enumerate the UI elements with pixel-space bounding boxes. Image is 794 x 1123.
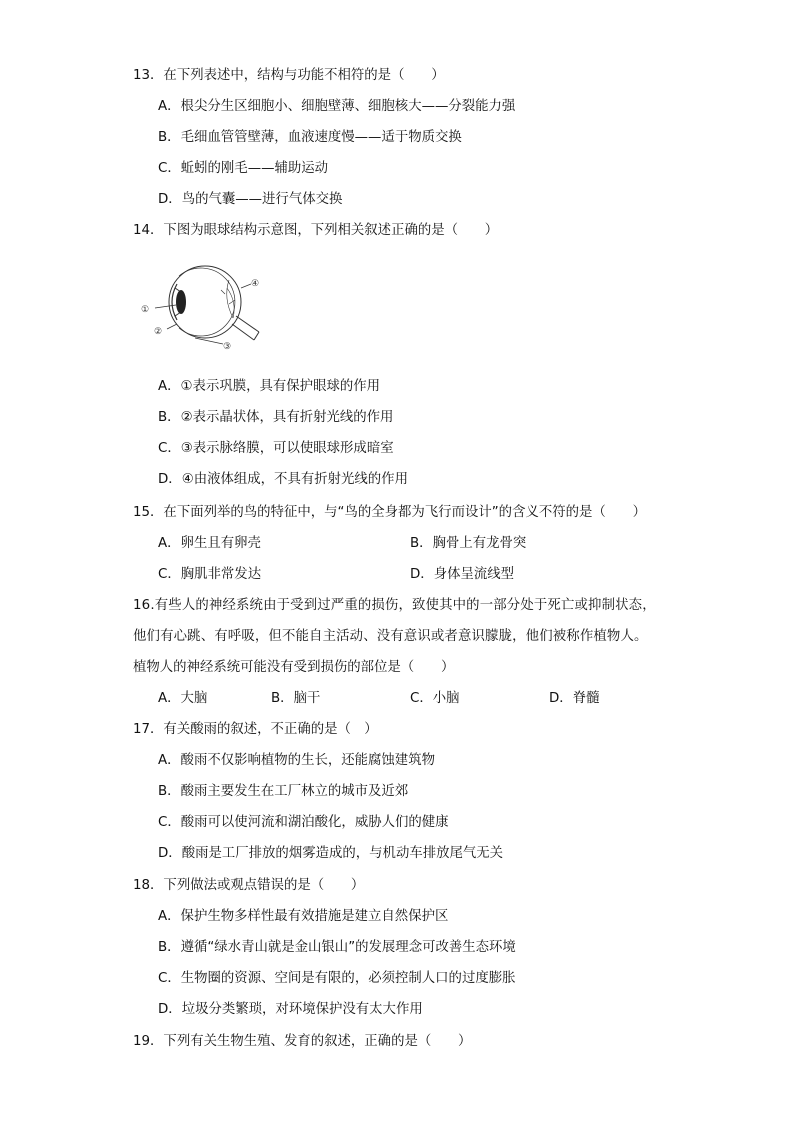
label-2: ② [154, 327, 163, 337]
q15-option-d: D．身体呈流线型 [410, 567, 515, 582]
q14-option-b: B．②表示晶状体，具有折射光线的作用 [158, 410, 394, 425]
q16-line-2: 他们有心跳、有呼吸，但不能自主活动、没有意识或者意识朦胧，他们被称作植物人。 [133, 629, 648, 644]
q13-option-a: A．根尖分生区细胞小、细胞壁薄、细胞核大——分裂能力强 [158, 99, 516, 114]
label-4: ④ [251, 279, 260, 289]
q16-line-3: 植物人的神经系统可能没有受到损伤的部位是（ ） [133, 660, 455, 675]
label-1: ① [141, 305, 150, 315]
q13-option-b: B．毛细血管管壁薄，血液速度慢——适于物质交换 [158, 130, 462, 145]
q17-stem: 17．有关酸雨的叙述，不正确的是（ ） [133, 722, 378, 737]
q15-stem: 15．在下面列举的鸟的特征中，与“鸟的全身都为飞行而设计”的含义不符的是（ ） [133, 505, 646, 520]
q14-option-a: A．①表示巩膜，具有保护眼球的作用 [158, 379, 381, 394]
q15-option-a: A．卵生且有卵壳 [158, 536, 261, 551]
q17-option-c: C．酸雨可以使河流和湖泊酸化，威胁人们的健康 [158, 815, 449, 830]
q15-option-c: C．胸肌非常发达 [158, 567, 262, 582]
q14-option-d: D．④由液体组成，不具有折射光线的作用 [158, 472, 408, 487]
q15-option-b: B．胸骨上有龙骨突 [410, 536, 527, 551]
q16-option-c: C．小脑 [410, 691, 460, 706]
q16-option-b: B．脑干 [271, 691, 321, 706]
q18-stem: 18．下列做法或观点错误的是（ ） [133, 878, 365, 893]
q16-option-a: A．大脑 [158, 691, 208, 706]
q17-option-b: B．酸雨主要发生在工厂林立的城市及近郊 [158, 784, 409, 799]
q18-option-b: B．遵循“绿水青山就是金山银山”的发展理念可改善生态环境 [158, 940, 516, 955]
q17-option-a: A．酸雨不仅影响植物的生长，还能腐蚀建筑物 [158, 753, 435, 768]
label-3: ③ [223, 342, 232, 352]
q17-option-d: D．酸雨是工厂排放的烟雾造成的，与机动车排放尾气无关 [158, 846, 504, 861]
q18-option-a: A．保护生物多样性最有效措施是建立自然保护区 [158, 909, 449, 924]
q16-line-1: 16.有些人的神经系统由于受到过严重的损伤，致使其中的一部分处于死亡或抑制状态， [133, 598, 656, 613]
q19-stem: 19．下列有关生物生殖、发育的叙述，正确的是（ ） [133, 1034, 472, 1049]
eye-structure-diagram [137, 258, 267, 354]
q16-option-d: D．脊髓 [549, 691, 600, 706]
q18-option-c: C．生物圈的资源、空间是有限的，必须控制人口的过度膨胀 [158, 971, 516, 986]
q13-option-c: C．蚯蚓的刚毛——辅助运动 [158, 161, 329, 176]
q14-option-c: C．③表示脉络膜，可以使眼球形成暗室 [158, 441, 394, 456]
q18-option-d: D．垃圾分类繁琐，对环境保护没有太大作用 [158, 1002, 423, 1017]
q13-option-d: D．鸟的气囊——进行气体交换 [158, 192, 343, 207]
q13-stem: 13．在下列表述中，结构与功能不相符的是（ ） [133, 68, 445, 83]
lens-shape [176, 290, 186, 314]
q14-stem: 14．下图为眼球结构示意图，下列相关叙述正确的是（ ） [133, 223, 499, 238]
